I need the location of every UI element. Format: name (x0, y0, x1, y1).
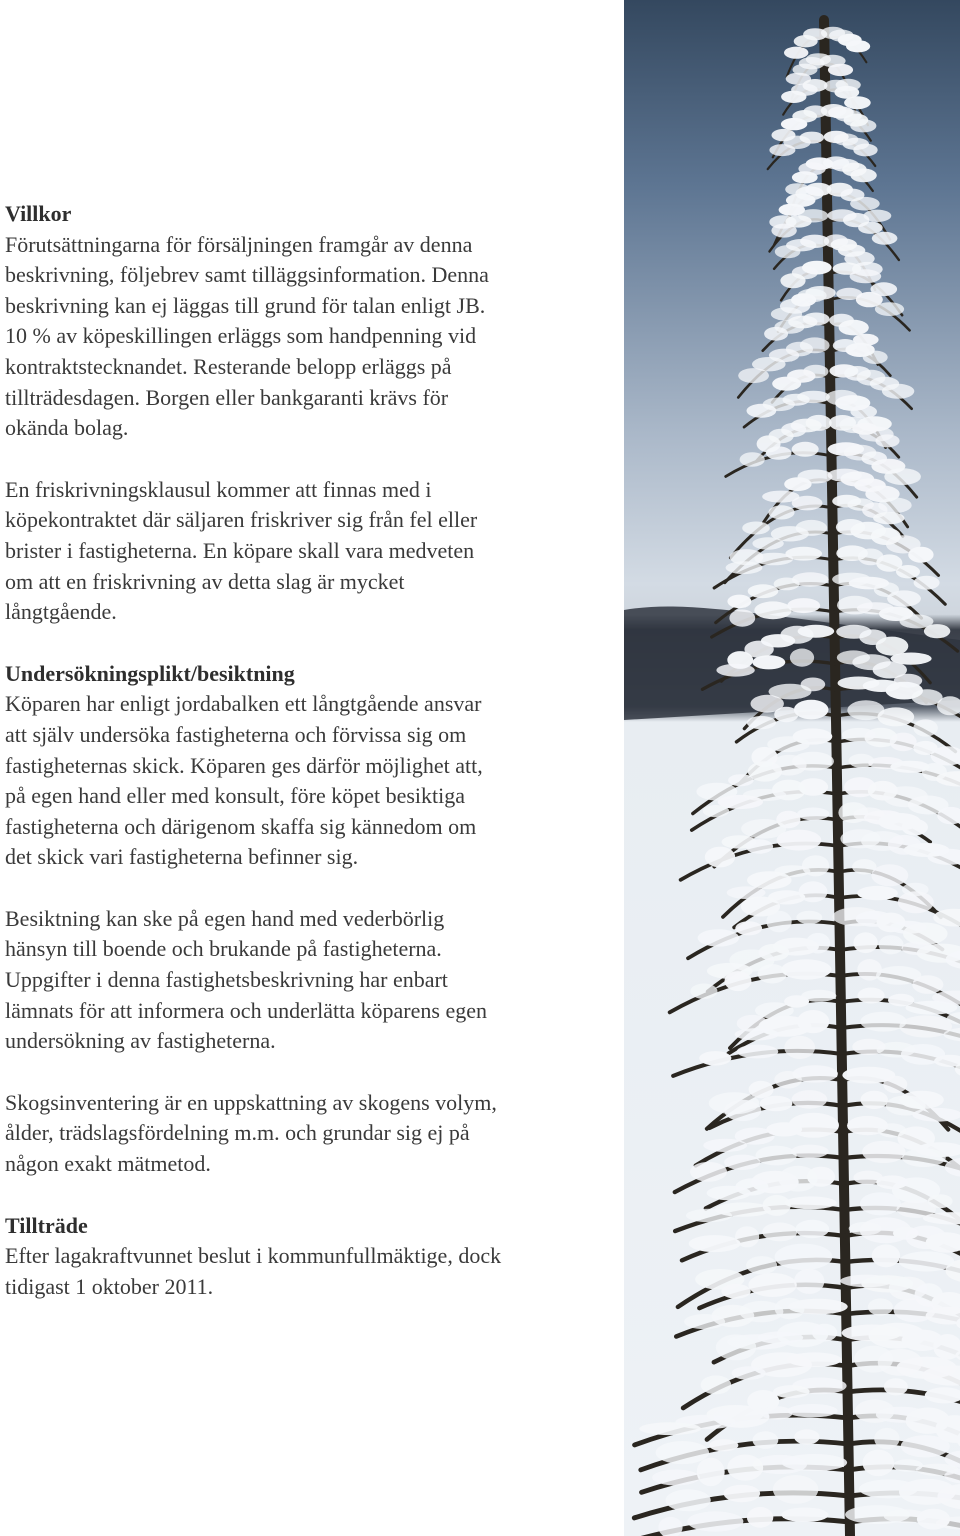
paragraph-line: Skogsinventering är en uppskattning av skogens volym, (5, 1089, 497, 1115)
paragraph-line: Efter lagakraftvunnet beslut i kommunfullmäktige, dock (5, 1243, 502, 1269)
text-section (5, 475, 617, 628)
paragraph-line: ålder, trädslagsfördelning m.m. och grundar sig ej på (5, 1120, 470, 1146)
paragraph-line: okända bolag. (5, 415, 129, 441)
paragraph-line: Förutsättningarna för försäljningen framgår av denna (5, 231, 473, 257)
paragraph-line: fastigheternas skick. Köparen ges därför möjlighet att, (5, 752, 483, 778)
snowy-spruce-photo (624, 0, 960, 1536)
paragraph-line: köpekontraktet där säljaren friskriver sig från fel eller (5, 507, 478, 533)
paragraph (5, 1241, 617, 1302)
paragraph-line: lämnats för att informera och underlätta köparens egen (5, 997, 487, 1023)
paragraph-line: någon exakt mätmetod. (5, 1151, 211, 1177)
document-text-column (5, 199, 617, 1302)
paragraph-line: långtgående. (5, 599, 117, 625)
text-section (5, 1088, 617, 1180)
paragraph (5, 689, 617, 873)
paragraph-line: tidigast 1 oktober 2011. (5, 1273, 214, 1299)
paragraph-line: fastigheterna och därigenom skaffa sig kännedom om (5, 813, 477, 839)
text-section (5, 904, 617, 1057)
paragraph-line: Köparen har enligt jordabalken ett långtgående ansvar (5, 691, 482, 717)
text-section (5, 1211, 617, 1303)
paragraph-line: det skick vari fastigheterna befinner sig. (5, 844, 359, 870)
paragraph-line: 10 % av köpeskillingen erläggs som handpenning vid (5, 323, 477, 349)
paragraph-line: beskrivning, följebrev samt tilläggsinformation. Denna (5, 262, 489, 288)
paragraph-line: En friskrivningsklausul kommer att finnas med i (5, 476, 432, 502)
paragraph-line: kontraktstecknandet. Resterande belopp erläggs på (5, 353, 452, 379)
paragraph (5, 1088, 617, 1180)
section-heading: Tillträde (5, 1212, 88, 1238)
paragraph-line: brister i fastigheterna. En köpare skall vara medveten (5, 537, 475, 563)
section-heading: Undersökningsplikt/besiktning (5, 660, 295, 686)
paragraph-line: Uppgifter i denna fastighetsbeskrivning har enbart (5, 967, 448, 993)
paragraph (5, 475, 617, 628)
paragraph-line: att själv undersöka fastigheterna och förvissa sig om (5, 721, 467, 747)
paragraph (5, 904, 617, 1057)
section-heading: Villkor (5, 201, 72, 226)
paragraph-line: Besiktning kan ske på egen hand med vederbörlig (5, 905, 445, 931)
snowy-spruce-illustration (624, 0, 960, 1536)
paragraph (5, 230, 617, 444)
paragraph-line: beskrivning kan ej läggas till grund för talan enligt JB. (5, 292, 486, 318)
text-section (5, 659, 617, 873)
paragraph-line: tillträdesdagen. Borgen eller bankgaranti krävs för (5, 384, 449, 410)
paragraph-line: hänsyn till boende och brukande på fastigheterna. (5, 936, 442, 962)
paragraph-line: undersökning av fastigheterna. (5, 1028, 276, 1054)
paragraph-line: om att en friskrivning av detta slag är mycket (5, 568, 405, 594)
text-section (5, 199, 617, 444)
paragraph-line: på egen hand eller med konsult, före köpet besiktiga (5, 783, 466, 809)
